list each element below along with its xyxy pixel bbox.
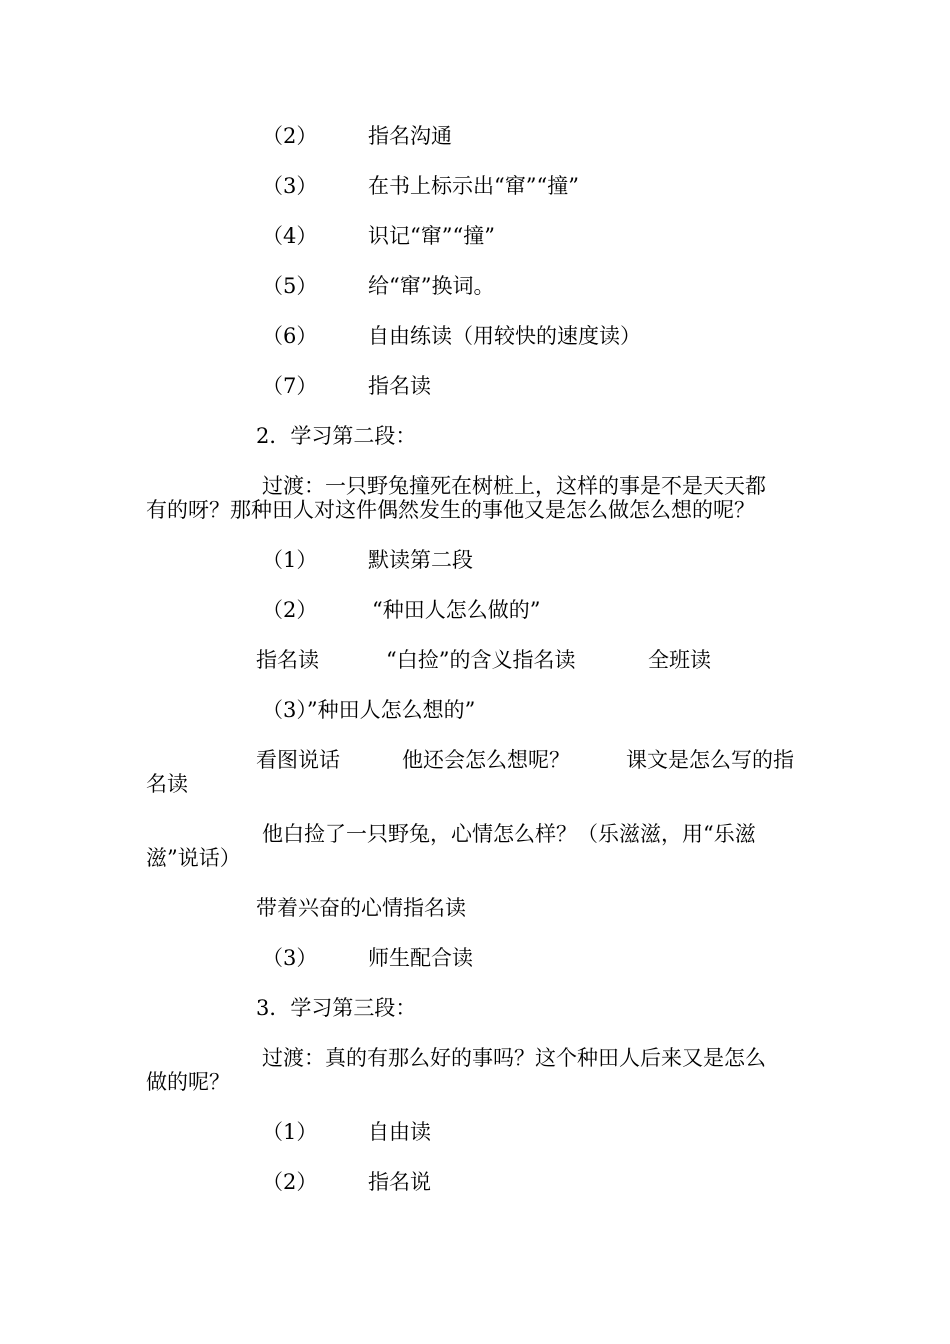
read-step-1: 指名读 (256, 648, 319, 672)
item-number: （4） (262, 224, 318, 248)
item-text: 指名沟通 (368, 124, 452, 148)
read-step-2: “白捡”的含义指名读 (386, 648, 576, 672)
transition-line-1: 过渡：真的有那么好的事吗？这个种田人后来又是怎么 (262, 1046, 766, 1070)
item-text: （3）”种田人怎么想的” (262, 698, 476, 722)
item-number: （3） (262, 174, 318, 198)
happy-line-1: 他白捡了一只野兔，心情怎么样？（乐滋滋，用“乐滋 (262, 822, 756, 846)
item-number: （1） (262, 548, 318, 572)
picture-step-3: 课文是怎么写的指 (626, 748, 794, 772)
item-text: “种田人怎么做的” (372, 598, 541, 622)
item-text: 在书上标示出“窜”“撞” (368, 174, 579, 198)
read-step-3: 全班读 (648, 648, 711, 672)
excited-reading: 带着兴奋的心情指名读 (256, 896, 466, 920)
transition-line-1: 过渡：一只野兔撞死在树桩上，这样的事是不是天天都 (262, 474, 766, 498)
item-text: 给“窜”换词。 (368, 274, 495, 298)
item-number: （2） (262, 124, 318, 148)
item-number: （1） (262, 1120, 318, 1144)
item-text: 识记“窜”“撞” (368, 224, 495, 248)
item-number: （5） (262, 274, 318, 298)
item-text: 自由读 (368, 1120, 431, 1144)
transition-line-2: 有的呀？那种田人对这件偶然发生的事他又是怎么做怎么想的呢？ (146, 498, 755, 522)
picture-step-2: 他还会怎么想呢？ (402, 748, 570, 772)
item-number: （6） (262, 324, 318, 348)
item-text: 师生配合读 (368, 946, 473, 970)
picture-step-wrap: 名读 (146, 772, 188, 796)
item-text: 指名说 (368, 1170, 431, 1194)
item-text: 默读第二段 (368, 548, 473, 572)
transition-line-2: 做的呢？ (146, 1070, 230, 1094)
item-text: 指名读 (368, 374, 431, 398)
item-number: （7） (262, 374, 318, 398)
section-heading: 2．学习第二段： (256, 424, 417, 448)
item-number: （2） (262, 598, 318, 622)
section-heading: 3．学习第三段： (256, 996, 417, 1020)
happy-line-2: 滋”说话） (146, 846, 241, 870)
picture-step-1: 看图说话 (256, 748, 340, 772)
item-text: 自由练读（用较快的速度读） (368, 324, 641, 348)
item-number: （3） (262, 946, 318, 970)
item-number: （2） (262, 1170, 318, 1194)
